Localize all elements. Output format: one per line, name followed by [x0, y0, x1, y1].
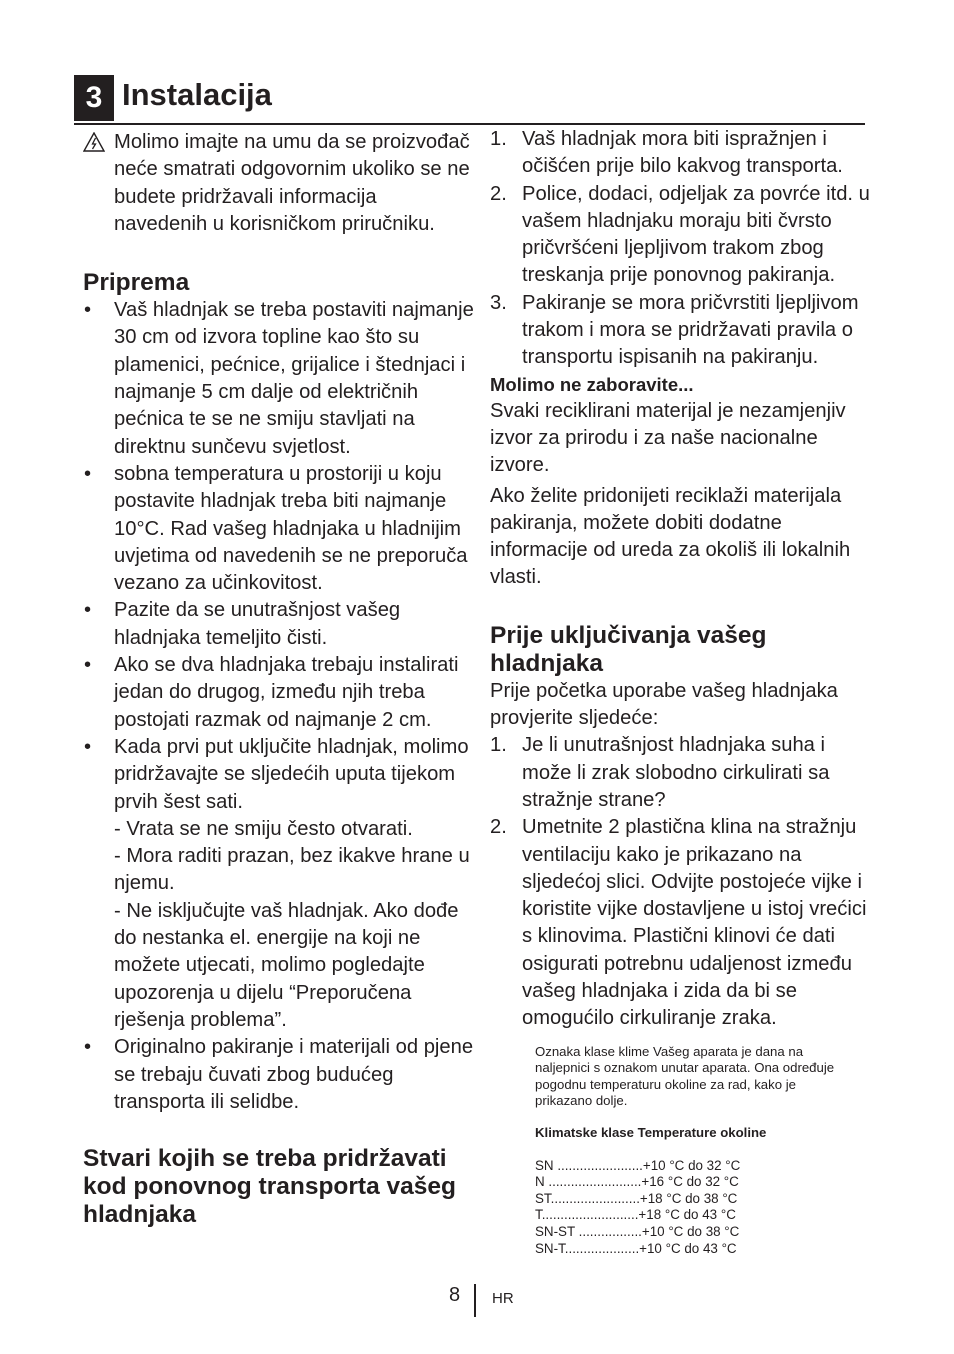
- language-code: HR: [492, 1290, 514, 1307]
- climate-table: [535, 1125, 878, 1257]
- sub-item: - Mora raditi prazan, bez ikakve hrane u njemu.: [114, 845, 470, 895]
- paragraph: Svaki reciklirani materijal je nezamjenjiv izvor za prirodu i za naše nacionalne izvore.: [490, 399, 846, 477]
- numbered-item: [490, 181, 878, 290]
- list-item: [83, 734, 475, 1034]
- item-text: Vaš hladnjak mora biti ispražnjen i očišćen prije bilo kakvog transporta.: [522, 128, 843, 178]
- climate-row: SN-ST .................+10 °C do 38 °C: [535, 1223, 740, 1239]
- list-item: • sobna temperatura u prostoriji u koju postavite hladnjak treba biti najmanje 10°C. Rad vašeg hladnjaka u hladnijim uvjetima od navedenih se ne preporuča vezano za učinkovitost.: [83, 461, 475, 597]
- climate-table-header: Klimatske klase Temperature okoline: [535, 1124, 767, 1140]
- section-heading-priprema: Priprema: [83, 269, 190, 297]
- item-text: Pakiranje se mora pričvrstiti ljepljivom trakom i mora se pridržavati pravila o transportu ispisanih na pakiranju.: [522, 291, 859, 369]
- warning-text: Molimo imajte na umu da se proizvođač neće smatrati odgovornim ukoliko se ne budete pridržavali informacija navedenih u korisničkom priručniku.: [114, 131, 470, 235]
- footer-divider: [474, 1284, 476, 1317]
- climate-row: SN .......................+10 °C do 32 °C: [535, 1157, 741, 1173]
- item-number: 1.: [490, 734, 507, 757]
- left-column: [83, 129, 475, 1229]
- warning-note: [83, 129, 475, 238]
- list-item: • Originalno pakiranje i materijali od pjene se trebaju čuvati zbog budućeg transporta ili selidbe.: [83, 1034, 475, 1116]
- climate-row: SN-T....................+10 °C do 43 °C: [535, 1240, 737, 1256]
- item-number: 2.: [490, 182, 507, 205]
- page-title: Instalacija: [122, 77, 272, 112]
- item-number: 3.: [490, 291, 507, 314]
- right-column: [490, 126, 878, 1257]
- list-item: • Ako se dva hladnjaka trebaju instalirati jedan do drugog, između njih treba postojati razmak od najmanje 2 cm.: [83, 652, 475, 734]
- item-text: Umetnite 2 plastična klina na stražnju ventilaciju kako je prikazano na sljedećoj slici. Odvijte postojeće vijke i koristite vijke dostavljene u istoj vrećici s klinovima. Plastični klinovi će dati osigurati potrebnu udaljenost između vašeg hladnjaka i zida da bi se omogućilo cirkuliranje zraka.: [522, 816, 867, 1030]
- remember-heading: Molimo ne zaboravite...: [490, 373, 694, 395]
- section-heading-transport: Stvari kojih se treba pridržavati kod ponovnog transporta vašeg hladnjaka: [83, 1145, 456, 1229]
- numbered-item: [490, 290, 878, 372]
- list-item-intro: • Kada prvi put uključite hladnjak, molimo pridržavajte se sljedećih uputa tijekom prvih šest sati.: [114, 735, 469, 813]
- climate-row: N .........................+16 °C do 32 °C: [535, 1174, 739, 1190]
- list-item: • Pazite da se unutrašnjost vašeg hladnjaka temeljito čisti.: [83, 597, 475, 652]
- chapter-header: [74, 75, 865, 125]
- chapter-number: 3: [74, 75, 114, 121]
- item-number: 2.: [490, 816, 507, 839]
- sub-item: - Vrata se ne smiju često otvarati.: [114, 817, 413, 840]
- climate-note: Oznaka klase klime Vašeg aparata je dana na naljepnici s oznakom unutar aparata. Ona određuje pogodnu temperaturu okoline za rad, kako je prikazano dolje.: [535, 1043, 835, 1109]
- paragraph: Prije početka uporabe vašeg hladnjaka provjerite sljedeće:: [490, 679, 838, 730]
- page-footer: [0, 1280, 954, 1320]
- climate-row: T..........................+18 °C do 43 °C: [535, 1207, 736, 1223]
- numbered-item: [490, 814, 878, 1032]
- warning-icon: [83, 132, 105, 152]
- list-item: • Vaš hladnjak se treba postaviti najmanje 30 cm od izvora topline kao što su plamenici, pećnice, grijalice i štednjaci i najmanje 5 cm dalje od električnih pećnica te se ne smiju stavljati na direktnu sunčevu svjetlost.: [83, 297, 475, 461]
- section-heading-before-use: Prije uključivanja vašeg hladnjaka: [490, 621, 767, 677]
- page-number: 8: [449, 1284, 461, 1306]
- sub-item: - Ne isključujte vaš hladnjak. Ako dođe do nestanka el. energije na koji ne možete utjecati, molimo pogledajte upozorenja u dijelu “Preporučena rješenja problema”.: [114, 899, 459, 1031]
- item-number: 1.: [490, 128, 507, 150]
- paragraph: Ako želite pridonijeti reciklaži materijala pakiranja, možete dobiti dodatne informacije od ureda za okoliš ili lokalnih vlasti.: [490, 484, 851, 589]
- item-text: Je li unutrašnjost hladnjaka suha i može li zrak slobodno cirkulirati sa stražnje strane?: [522, 734, 830, 811]
- numbered-item: [490, 126, 878, 181]
- numbered-item: [490, 732, 878, 814]
- climate-row: ST........................+18 °C do 38 °C: [535, 1190, 738, 1206]
- item-text: Police, dodaci, odjeljak za povrće itd. u vašem hladnjaku moraju biti čvrsto pričvršćeni ljepljivom trakom zbog treskanja prije ponovnog pakiranja.: [522, 182, 870, 287]
